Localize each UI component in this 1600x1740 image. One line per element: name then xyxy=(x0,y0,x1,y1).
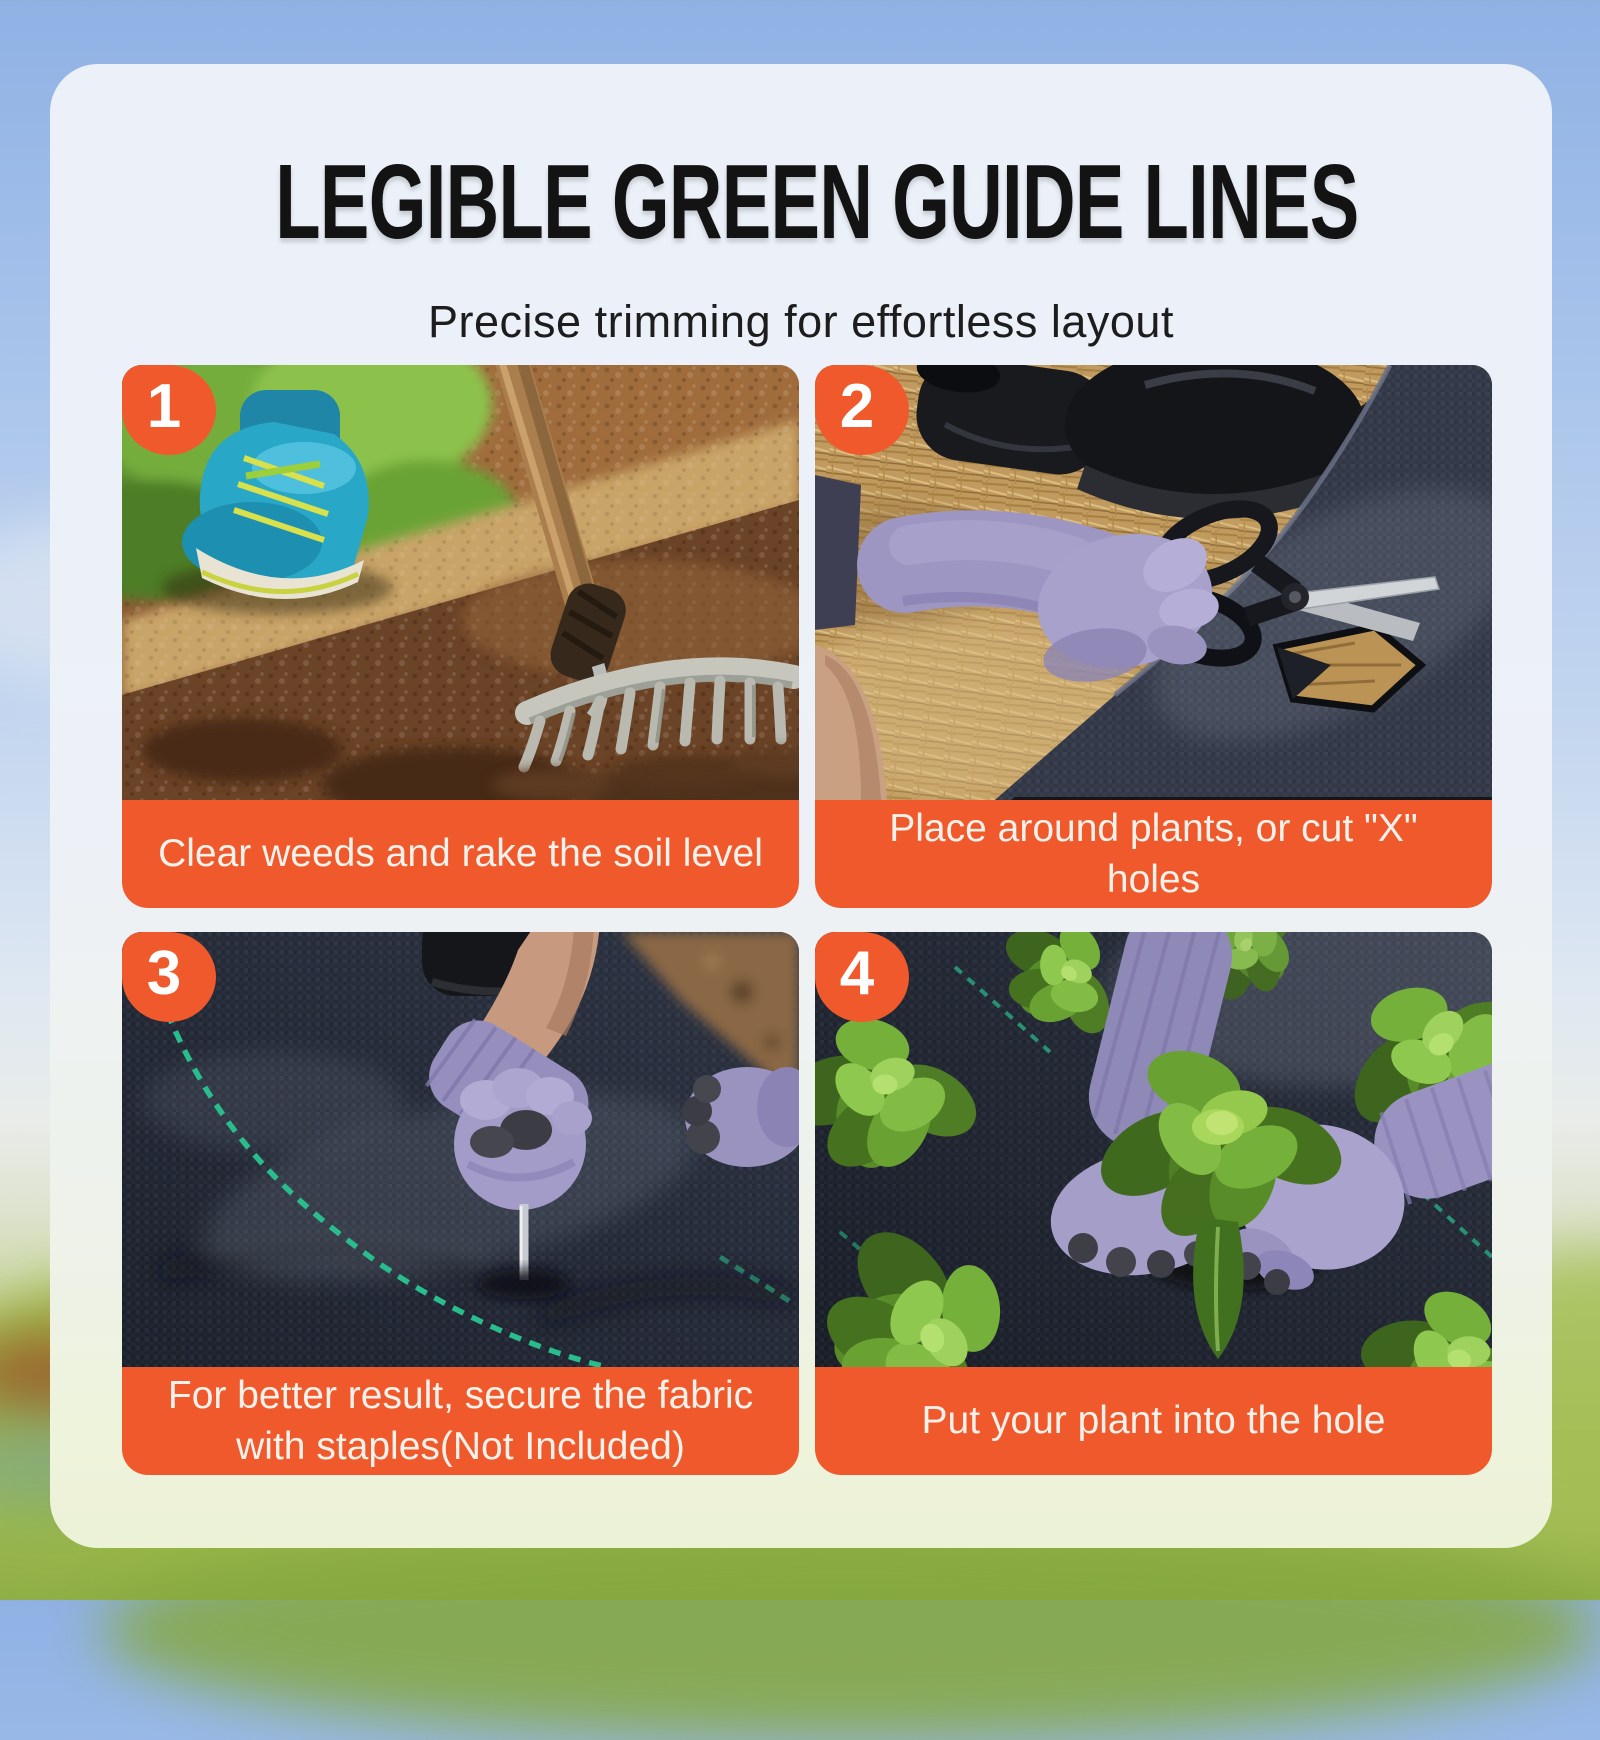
step-2-caption: Place around plants, or cut "X" holes xyxy=(815,800,1492,908)
step-2-photo xyxy=(815,365,1492,800)
content-card xyxy=(50,64,1552,1548)
second-glove-shape xyxy=(682,1067,799,1167)
step-3-badge: 3 xyxy=(122,932,216,1022)
step-4-photo xyxy=(815,932,1492,1367)
step-4-badge: 4 xyxy=(815,932,909,1022)
step-3-illustration-stapling-fabric xyxy=(122,932,799,1367)
step-2 xyxy=(815,365,1492,908)
step-3 xyxy=(122,932,799,1475)
step-1-badge: 1 xyxy=(122,365,216,455)
step-4-illustration-planting xyxy=(815,932,1492,1367)
page-subtitle: Precise trimming for effortless layout xyxy=(428,296,1174,347)
step-1-photo xyxy=(122,365,799,800)
steps-grid xyxy=(122,365,1492,1475)
step-2-badge: 2 xyxy=(815,365,909,455)
step-1-caption: Clear weeds and rake the soil level xyxy=(122,800,799,908)
step-3-photo xyxy=(122,932,799,1367)
meadow-blur-bottom xyxy=(100,1520,1600,1740)
step-1 xyxy=(122,365,799,908)
step-3-caption: For better result, secure the fabric with staples(Not Included) xyxy=(122,1367,799,1475)
step-1-illustration-raking-soil xyxy=(122,365,799,800)
step-2-illustration-cutting-fabric xyxy=(815,365,1492,800)
step-4-caption: Put your plant into the hole xyxy=(815,1367,1492,1475)
step-4 xyxy=(815,932,1492,1475)
page-title: LEGIBLE GREEN GUIDE LINES xyxy=(275,143,1359,261)
